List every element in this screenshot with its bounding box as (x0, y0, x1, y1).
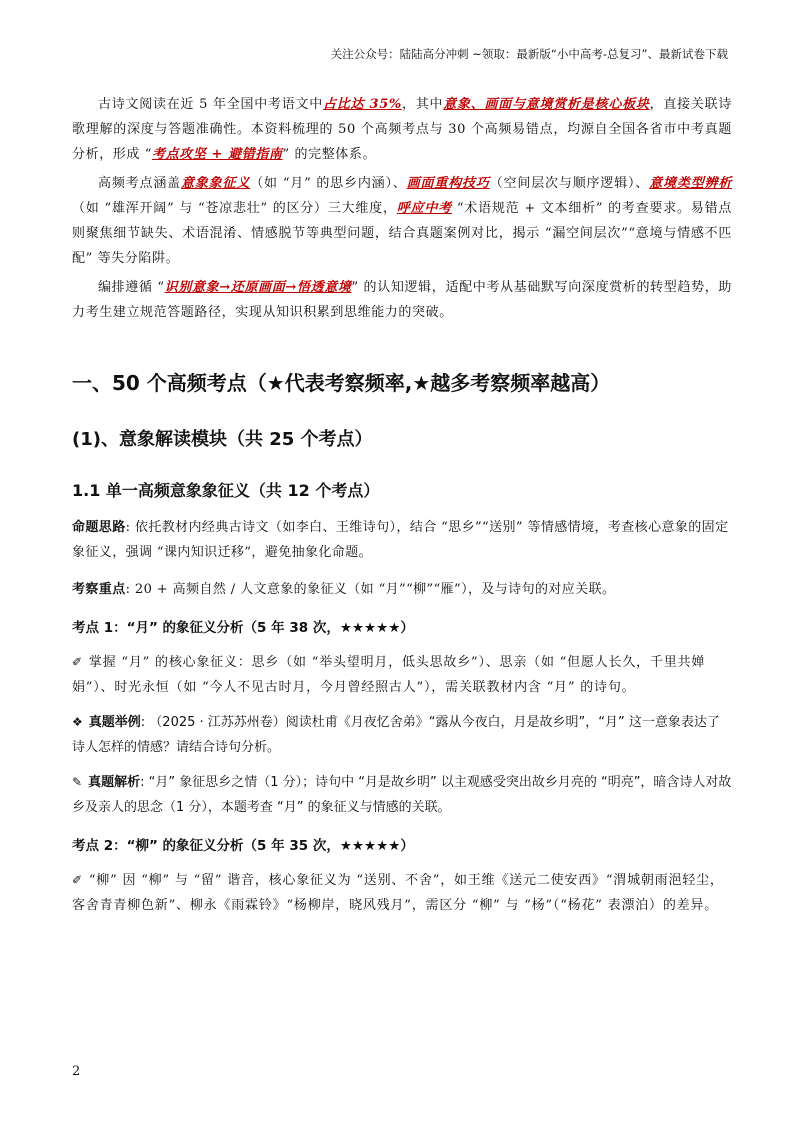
kp2-description (72, 868, 732, 918)
text: ” 的认知逻辑，适配中考从基础默写向深度赏析的转型趋势，助力考生建立规范答题路径，实现从知识积累到思维能力的突破。 (72, 280, 732, 320)
pencil-icon: ✐ (72, 655, 83, 669)
highlight: 占比达 35% (323, 97, 402, 112)
part-title: 1.1 单一高频意象象征义（共 12 个考点） (72, 481, 380, 500)
text: : “月” 象征思乡之情（1 分）；诗句中 “月是故乡明” 以主观感受突出故乡月亮的 “明亮”，暗含诗人对故乡及亲人的思念（1 分），本题考查 “月” 的象征义与情感的关联。 (72, 775, 732, 815)
text: （如 “雄浑开阔” 与 “苍凉悲壮” 的区分）三大维度， (72, 201, 397, 216)
document-body (72, 92, 732, 918)
highlight: 考点攻坚 + 避错指南 (151, 147, 283, 162)
highlight: 意象、画面与意境赏析是核心板块 (443, 97, 650, 112)
text: : （2025 · 江苏苏州卷）阅读杜甫《月夜忆舍弟》“露从今夜白，月是故乡明”，“月” 这一意象表达了诗人怎样的情感？请结合诗句分析。 (72, 715, 720, 755)
text: ” 的完整体系。 (282, 147, 377, 162)
text: “柳” 因 “柳” 与 “留” 谐音，核心象征义为 “送别、不舍”，如王维《送元二使安西》“渭城朝雨浥轻尘，客舍青青柳色新”、柳永《雨霖铃》“杨柳岸，晓风残月”，需区分 “柳” 与 “杨”（“杨花” 表漂泊）的差异。 (72, 873, 724, 913)
exam-focus (72, 577, 732, 602)
text: ，直接关联诗歌理解的深度与答题准确性。本资料梳理的 50 个高频考点与 30 个高频易错点，均源自全国各省市中考真题分析，形成 “ (72, 97, 732, 162)
text: 编排遵循 “ (98, 280, 165, 295)
text: 古诗文阅读在近 5 年全国中考语文中 (98, 97, 323, 112)
intro-section (72, 92, 732, 325)
intro-paragraph-3 (72, 275, 732, 325)
page-number: 2 (72, 1064, 81, 1079)
text: （空间层次与顺序逻辑）、 (489, 176, 650, 191)
text: 高频考点涵盖 (98, 176, 182, 191)
highlight: 意象象征义 (181, 176, 251, 191)
label: 命题思路 (72, 520, 126, 535)
kp1-analysis (72, 770, 732, 820)
highlight: 画面重构技巧 (406, 176, 490, 191)
text: : 依托教材内经典古诗文（如李白、王维诗句），结合 “思乡”“送别” 等情感情境，考查核心意象的固定象征义，强调 “课内知识迁移”，避免抽象化命题。 (72, 520, 729, 560)
text: （如 “月” 的思乡内涵）、 (250, 176, 407, 191)
highlight: 呼应中考 (396, 201, 452, 216)
kp1-example (72, 710, 732, 760)
label: 真题举例 (88, 715, 141, 730)
page-header: 关注公众号：陆陆高分冲刺 ~领取：最新版“小中高考-总复习”、最新试卷下载 (330, 47, 728, 61)
edit-icon: ✎ (72, 775, 83, 789)
kp1-description (72, 650, 732, 700)
diamond-icon: ❖ (72, 715, 83, 729)
kp1-title: 考点 1：“月” 的象征义分析（5 年 38 次，★★★★★） (72, 620, 414, 636)
kp2-title: 考点 2：“柳” 的象征义分析（5 年 35 次，★★★★★） (72, 838, 414, 854)
highlight: 意境类型辨析 (649, 176, 732, 191)
module-title: (1)、意象解读模块（共 25 个考点） (72, 429, 373, 450)
pencil-icon: ✐ (72, 873, 83, 887)
label: 考察重点 (72, 582, 126, 597)
text: “术语规范 + 文本细析” 的考查要求。易错点则聚焦细节缺失、术语混淆、情感脱节等典型问题，结合真题案例对比，揭示 “漏空间层次”“意境与情感不匹配” 等失分陷阱。 (72, 201, 732, 266)
highlight: 识别意象→还原画面→悟透意境 (164, 280, 352, 295)
label: 真题解析 (88, 775, 141, 790)
proposition-idea (72, 515, 732, 565)
intro-paragraph-2 (72, 171, 732, 271)
text: ，其中 (401, 97, 444, 112)
text: : 20 + 高频自然 / 人文意象的象征义（如 “月”“柳”“雁”），及与诗句的对应关联。 (125, 582, 616, 597)
text: 掌握 “月” 的核心象征义：思乡（如 “举头望明月，低头思故乡”）、思亲（如 “但愿人长久，千里共婵娟”）、时光永恒（如 “今人不见古时月，今月曾经照古人”），需关联教材内含 “月” 的诗句。 (72, 655, 706, 695)
section-title: 一、50 个高频考点（★代表考察频率,★越多考察频率越高） (72, 371, 611, 395)
intro-paragraph-1 (72, 92, 732, 167)
